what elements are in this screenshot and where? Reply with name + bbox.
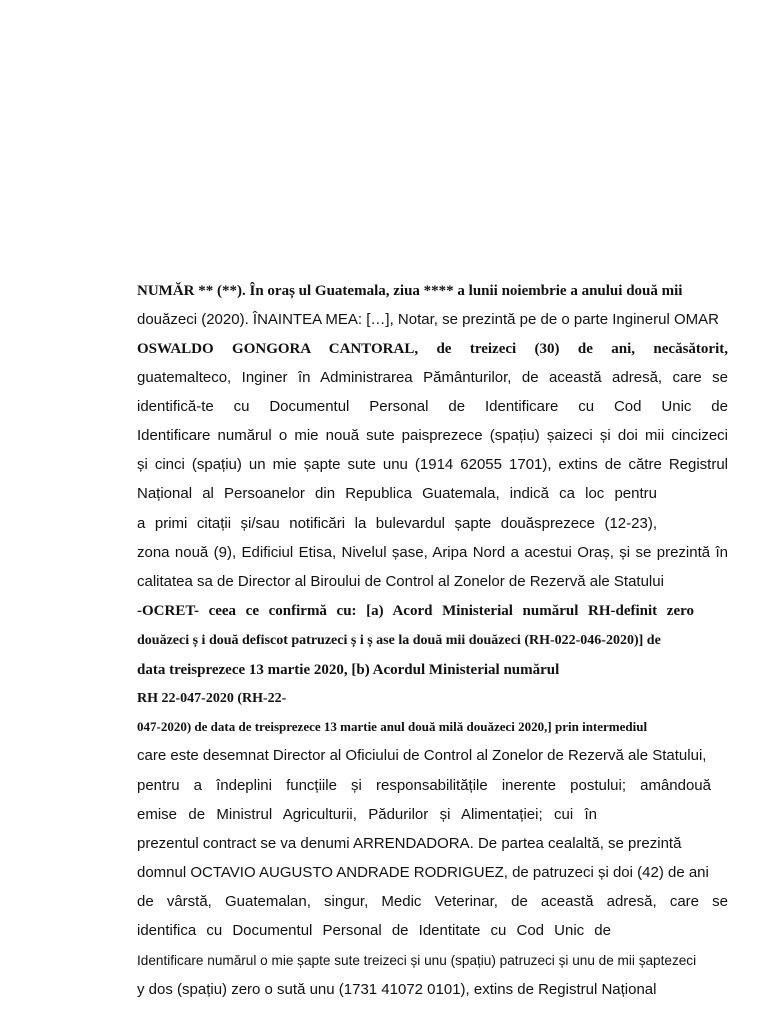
paragraph-line: domnul OCTAVIO AUGUSTO ANDRADE RODRIGUEZ, de patruzeci și doi (42) de ani — [137, 864, 709, 881]
paragraph-line: -OCRET- ceea ce confirmă cu: [a) Acord Ministerial numărul RH-definit zero — [137, 603, 694, 619]
paragraph-line: prezentul contract se va denumi ARRENDADORA. De partea cealaltă, se prezintă — [137, 835, 682, 852]
paragraph-line: y dos (spațiu) zero o sută unu (1731 41072 0101), extins de Registrul Național — [137, 981, 657, 998]
paragraph-line: data treisprezece 13 martie 2020, [b) Acordul Ministerial numărul — [137, 662, 560, 678]
paragraph-line: Identificare numărul o mie șapte sute treizeci și unu (spațiu) patruzeci și unu de mii șaptezeci — [137, 953, 697, 968]
paragraph-line: emise de Ministrul Agriculturii, Pădurilor și Alimentației; cui în — [137, 806, 597, 823]
paragraph-line: RH 22-047-2020 (RH-22- — [137, 691, 287, 706]
paragraph-line: Identificare numărul o mie nouă sute paisprezece (spațiu) șaizeci și doi mii cincizeci — [137, 427, 728, 444]
paragraph-line: și cinci (spațiu) un mie șapte sute unu (1914 62055 1701), extins de către Registrul — [137, 456, 728, 473]
paragraph-line: calitatea sa de Director al Biroului de Control al Zonelor de Rezervă ale Statului — [137, 573, 664, 590]
paragraph-line: OSWALDO GONGORA CANTORAL, de treizeci (30) de ani, necăsătorit, — [137, 341, 728, 357]
paragraph-line: a primi citații și/sau notificări la bulevardul șapte douăsprezece (12-23), — [137, 515, 657, 532]
paragraph-line: care este desemnat Director al Oficiului de Control al Zonelor de Rezervă ale Statului, — [137, 747, 707, 764]
paragraph-line: pentru a îndeplini funcțiile și responsabilitățile inerente postului; amândouă — [137, 777, 711, 794]
paragraph-line: Național al Persoanelor din Republica Guatemala, indică ca loc pentru — [137, 485, 657, 502]
paragraph-line: 047-2020) de data de treisprezece 13 martie anul două milă douăzeci 2020,] prin intermediul — [137, 719, 648, 734]
paragraph-line: de vârstă, Guatemalan, singur, Medic Veterinar, de această adresă, care se — [137, 893, 728, 910]
paragraph-line: identifică-te cu Documentul Personal de Identificare cu Cod Unic de — [137, 398, 728, 415]
paragraph-line: douăzeci (2020). ÎNAINTEA MEA: […], Notar, se prezintă pe de o parte Inginerul OMAR — [137, 311, 719, 328]
paragraph-line: identifica cu Documentul Personal de Identitate cu Cod Unic de — [137, 922, 611, 939]
paragraph-line: zona nouă (9), Edificiul Etisa, Nivelul șase, Aripa Nord a acestui Oraș, și se prezintă în — [137, 544, 728, 561]
paragraph-line: douăzeci ș i două defiscot patruzeci ș i ș ase la două mii douăzeci (RH-022-046-2020)] de — [137, 633, 661, 648]
paragraph-line: NUMĂR ** (**). În oraș ul Guatemala, ziua **** a lunii noiembrie a anului două mii — [137, 283, 683, 299]
paragraph-line: guatemalteco, Inginer în Administrarea Pământurilor, de această adresă, care se — [137, 369, 728, 386]
